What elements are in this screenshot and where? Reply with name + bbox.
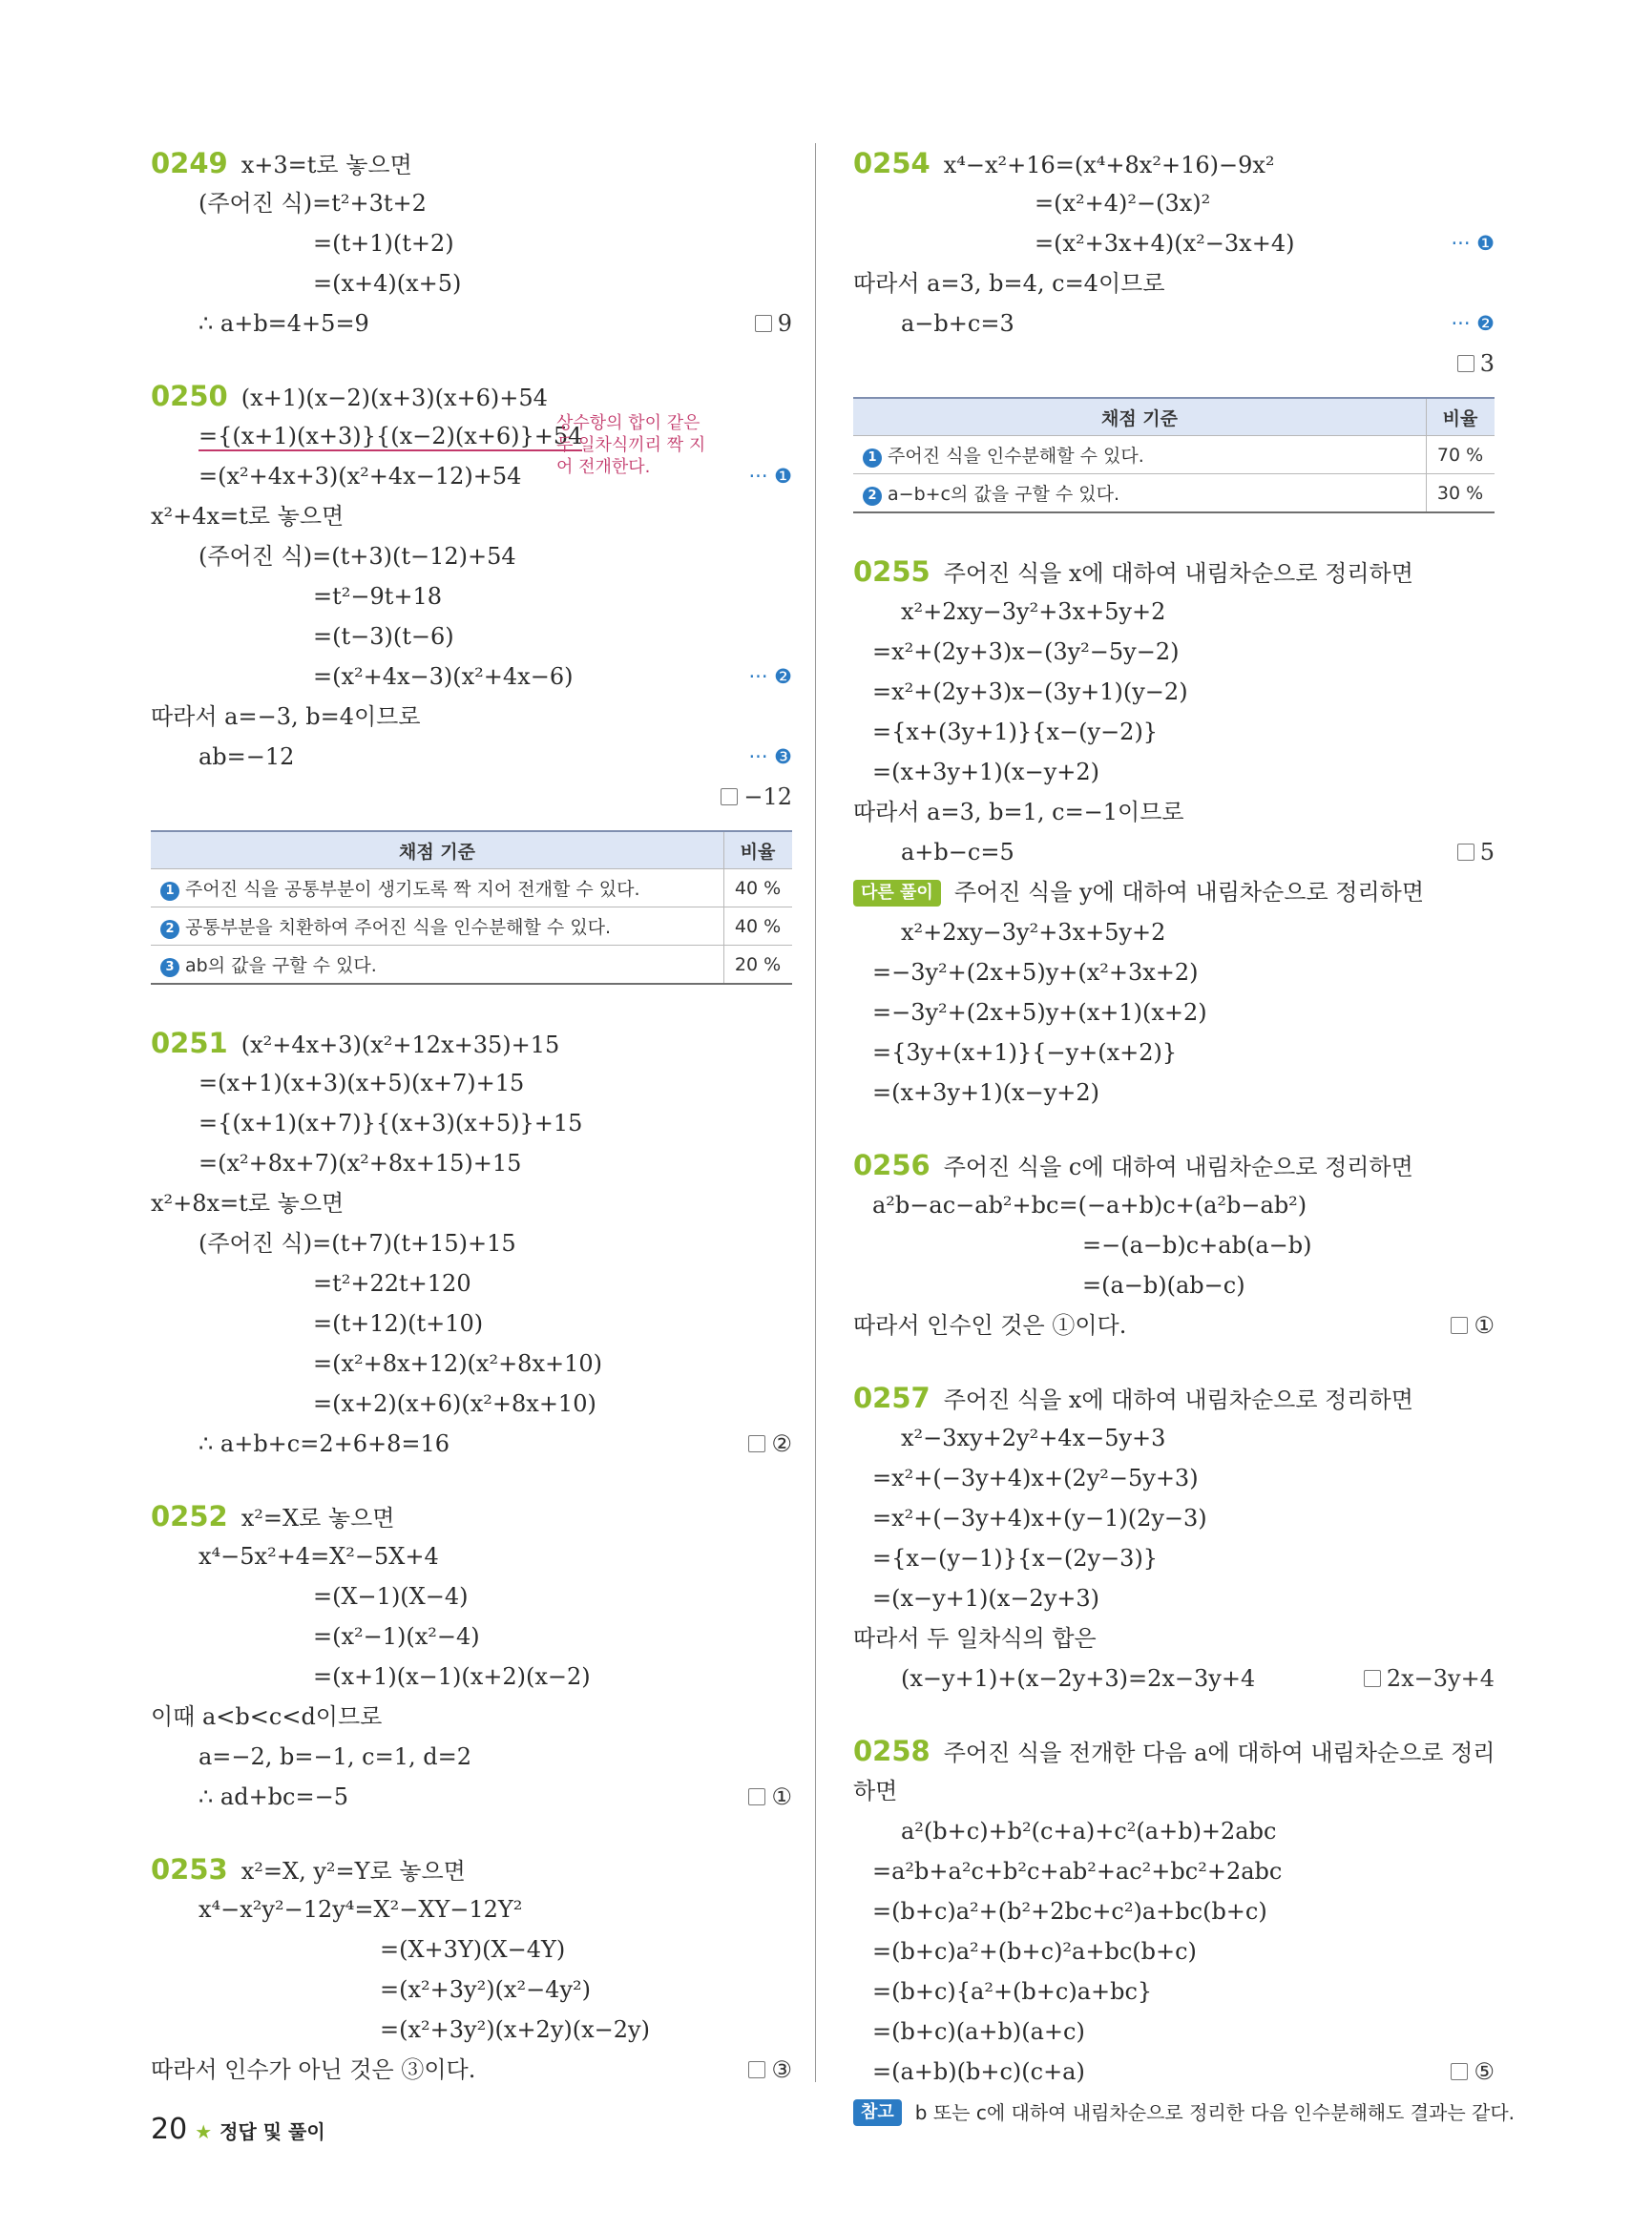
grading-row [151, 907, 792, 946]
criteria-text: a−b+c의 값을 구할 수 있다. [888, 484, 1120, 505]
solution-line [151, 223, 792, 263]
math-text: =(x²+4x+3)(x²+4x−12)+54 [199, 463, 522, 490]
right-column [853, 143, 1516, 2132]
math-text: x+3=t로 놓으면 [240, 152, 412, 178]
solution-line [853, 344, 1495, 384]
solution-line [151, 1263, 792, 1303]
answer-icon [721, 788, 738, 805]
math-text: x²−3xy+2y²+4x−5y+3 [901, 1425, 1166, 1451]
math-text: x²+2xy−3y²+3x+5y+2 [901, 919, 1166, 946]
problem-0252 [151, 1496, 792, 1817]
answer [1457, 832, 1495, 872]
solution-line [853, 1931, 1495, 1971]
step-marker: ··· ❷ [748, 665, 792, 688]
math-text: 따라서 a=3, b=1, c=−1이므로 [853, 799, 1184, 825]
step-marker: ··· ❶ [1451, 232, 1495, 255]
problem-0255 [853, 552, 1495, 1113]
solution-line [151, 263, 792, 303]
math-text: =(x²+4x−3)(x²+4x−6) [313, 663, 574, 690]
solution-line [853, 1891, 1495, 1931]
math-text: 따라서 인수가 아닌 것은 ③이다. [151, 2056, 476, 2083]
ratio-cell: 40 % [724, 869, 793, 907]
solution-line [853, 1538, 1495, 1578]
math-text: ∴ ad+bc=−5 [199, 1783, 348, 1810]
math-text: (주어진 식)=(t+3)(t−12)+54 [199, 543, 516, 570]
math-text: =−3y²+(2x+5)y+(x²+3x+2) [872, 959, 1199, 986]
math-text: =x²+(−3y+4)x+(y−1)(2y−3) [872, 1505, 1207, 1532]
math-text: ={x−(y−1)}{x−(2y−3)} [872, 1545, 1159, 1572]
step-number-icon: 3 [160, 958, 179, 977]
answer-icon [748, 1435, 765, 1452]
answer [1364, 1658, 1495, 1699]
solution-line [853, 1418, 1495, 1458]
solution-line [853, 303, 1495, 344]
math-text: =(x²+4)²−(3x)² [1035, 190, 1211, 217]
step-marker: ··· ❶ [748, 465, 792, 488]
solution-line [853, 752, 1495, 792]
problem-gap [151, 1817, 792, 1849]
problem-0256 [853, 1145, 1495, 1345]
solution-line [151, 1143, 792, 1183]
solution-line [853, 1032, 1495, 1073]
criteria-cell [853, 436, 1427, 474]
math-text: =(x²−1)(x²−4) [313, 1623, 480, 1650]
answer-icon [748, 2061, 765, 2078]
solution-line [151, 536, 792, 576]
math-text: =(x²+3y²)(x²−4y²) [380, 1976, 591, 2003]
math-text: 이때 a<b<c<d이므로 [151, 1703, 383, 1730]
solution-line [151, 1183, 792, 1223]
solution-line [151, 657, 792, 697]
solution-line [853, 1771, 1495, 1811]
grading-row [853, 436, 1495, 474]
math-text: =(b+c){a²+(b+c)a+bc} [872, 1978, 1153, 2005]
ratio-cell: 20 % [724, 946, 793, 985]
criteria-header: 채점 기준 [853, 398, 1427, 436]
solution-line [853, 1225, 1495, 1265]
math-text: =t²−9t+18 [313, 583, 443, 610]
problem-gap [853, 1699, 1495, 1731]
step-number-icon: 1 [863, 448, 882, 468]
math-text: =(x+1)(x−1)(x+2)(x−2) [313, 1663, 591, 1690]
answer-icon [1451, 2063, 1468, 2080]
math-text: (x²+4x+3)(x²+12x+35)+15 [240, 1032, 560, 1058]
answer-value: 9 [777, 310, 792, 337]
math-text: =a²b+a²c+b²c+ab²+ac²+bc²+2abc [872, 1858, 1283, 1885]
answer-icon [1457, 844, 1474, 861]
solution-line [853, 183, 1495, 223]
solution-line [853, 912, 1495, 952]
solution-line [853, 1305, 1495, 1345]
solution-line [853, 992, 1495, 1032]
math-text: (주어진 식)=(t+7)(t+15)+15 [199, 1230, 516, 1257]
solution-line [853, 592, 1495, 632]
solution-line [853, 1811, 1495, 1851]
math-text: =(t+12)(t+10) [313, 1310, 484, 1337]
math-text: ab=−12 [199, 743, 295, 770]
math-text: =(x+3y+1)(x−y+2) [872, 1079, 1099, 1106]
solution-line [151, 576, 792, 616]
math-text: ={x+(3y+1)}{x−(y−2)} [872, 719, 1159, 745]
solution-line [151, 456, 792, 496]
step-marker: ··· ❷ [1451, 312, 1495, 335]
answer-value: ① [771, 1783, 792, 1810]
side-note: 상수항의 합이 같은 두 일차식끼리 짝 지어 전개한다. [556, 413, 706, 477]
solution-line [853, 263, 1495, 303]
problem-0254 [853, 143, 1495, 513]
step-number-icon: 1 [160, 882, 179, 901]
answer-value: ② [771, 1430, 792, 1457]
solution-line [151, 1889, 792, 1929]
solution-line [853, 952, 1495, 992]
answer [748, 2050, 792, 2090]
alt-solution-tag: 다른 풀이 [853, 880, 941, 907]
solution-line [853, 1731, 1495, 1771]
problem-number: 0254 [853, 147, 931, 179]
answer [1451, 2052, 1495, 2092]
problem-number: 0255 [853, 555, 931, 588]
math-text: b 또는 c에 대하여 내림차순으로 정리한 다음 인수분해해도 결과는 같다. [914, 2101, 1516, 2124]
answer-value: 3 [1479, 350, 1495, 377]
math-text: x²+4x=t로 놓으면 [151, 503, 345, 530]
solution-line [151, 1737, 792, 1777]
math-text: =(x²+3y²)(x+2y)(x−2y) [380, 2016, 650, 2043]
math-text: (x−y+1)+(x−2y+3)=2x−3y+4 [901, 1665, 1256, 1692]
math-text: ={(x+1)(x+7)}{(x+3)(x+5)}+15 [199, 1110, 583, 1136]
criteria-text: 주어진 식을 인수분해할 수 있다. [888, 446, 1144, 467]
math-text: =(x²+8x+7)(x²+8x+15)+15 [199, 1150, 522, 1177]
grading-row [151, 869, 792, 907]
solution-line [151, 143, 792, 183]
solution-line [151, 1496, 792, 1536]
solution-line [853, 1145, 1495, 1185]
solution-line [853, 2012, 1495, 2052]
problem-number: 0251 [151, 1027, 228, 1059]
column-divider [815, 143, 816, 2082]
math-text: a=−2, b=−1, c=1, d=2 [199, 1743, 471, 1770]
grading-table [853, 397, 1495, 513]
solution-line [151, 1849, 792, 1889]
math-text: x²=X, y²=Y로 놓으면 [240, 1858, 466, 1885]
math-text: 하면 [853, 1778, 898, 1804]
solution-line [853, 1073, 1495, 1113]
solution-line [151, 1063, 792, 1103]
problem-0250 [151, 376, 792, 985]
solution-line [853, 792, 1495, 832]
math-text: =(x+2)(x+6)(x²+8x+10) [313, 1390, 596, 1417]
math-text: =t²+22t+120 [313, 1270, 471, 1297]
math-text: =−3y²+(2x+5)y+(x+1)(x+2) [872, 999, 1207, 1026]
criteria-text: 공통부분을 치환하여 주어진 식을 인수분해할 수 있다. [185, 917, 612, 938]
criteria-cell [151, 869, 724, 907]
solution-line [151, 697, 792, 737]
solution-line [151, 1536, 792, 1576]
solution-line [853, 1378, 1495, 1418]
solution-line [853, 1851, 1495, 1891]
solution-line [151, 1697, 792, 1737]
solution-line [151, 1424, 792, 1464]
solution-line [853, 1185, 1495, 1225]
math-text: a−b+c=3 [901, 310, 1014, 337]
math-text: =(x+1)(x+3)(x+5)(x+7)+15 [199, 1070, 525, 1096]
problem-number: 0253 [151, 1853, 228, 1886]
solution-line [151, 1103, 792, 1143]
problem-number: 0249 [151, 147, 228, 179]
page-footer [151, 2113, 325, 2146]
answer-value: 2x−3y+4 [1386, 1665, 1495, 1692]
math-text: =(t−3)(t−6) [313, 623, 454, 650]
math-text: a²b−ac−ab²+bc=(−a+b)c+(a²b−ab²) [872, 1192, 1307, 1219]
solution-line [151, 616, 792, 657]
problem-gap [853, 1113, 1495, 1145]
answer [748, 1777, 792, 1817]
solution-line [853, 712, 1495, 752]
answer-value: ⑤ [1474, 2058, 1495, 2085]
math-text: =(b+c)a²+(b²+2bc+c²)a+bc(b+c) [872, 1898, 1267, 1925]
solution-line [853, 1971, 1495, 2012]
step-number-icon: 2 [863, 487, 882, 506]
grading-table-header [151, 831, 792, 869]
math-text: =x²+(2y+3)x−(3y²−5y−2) [872, 638, 1180, 665]
math-text: x²=X로 놓으면 [240, 1505, 395, 1532]
math-text: =(a+b)(b+c)(c+a) [872, 2058, 1085, 2085]
solution-line [151, 1223, 792, 1263]
math-text: (x+1)(x−2)(x+3)(x+6)+54 [240, 385, 548, 411]
solution-line [151, 1970, 792, 2010]
grading-table-header [853, 398, 1495, 436]
answer-icon [755, 315, 772, 332]
problem-gap [151, 344, 792, 376]
problem-number: 0258 [853, 1735, 931, 1767]
solution-line [151, 376, 792, 416]
ratio-header: 비율 [1427, 398, 1495, 436]
math-text: ={(x+1)(x+3)}{(x−2)(x+6)}+54 [199, 423, 583, 449]
math-text: =−(a−b)c+ab(a−b) [1082, 1232, 1312, 1259]
math-text: x⁴−x²y²−12y⁴=X²−XY−12Y² [199, 1896, 523, 1923]
criteria-text: 주어진 식을 공통부분이 생기도록 짝 지어 전개할 수 있다. [185, 879, 640, 900]
step-marker: ··· ❸ [748, 745, 792, 768]
problem-0258 [853, 1731, 1516, 2132]
math-text: =(b+c)a²+(b+c)²a+bc(b+c) [872, 1938, 1197, 1965]
step-number-icon: 2 [160, 920, 179, 939]
math-text: ∴ a+b+c=2+6+8=16 [199, 1430, 450, 1457]
answer-value: 5 [1479, 839, 1495, 865]
solution-line [151, 2010, 792, 2050]
criteria-cell [151, 946, 724, 985]
problem-number: 0250 [151, 380, 228, 412]
answer-value: ③ [771, 2056, 792, 2083]
math-text: a²(b+c)+b²(c+a)+c²(a+b)+2abc [901, 1818, 1277, 1845]
ratio-cell: 40 % [724, 907, 793, 946]
math-text: x²+8x=t로 놓으면 [151, 1190, 345, 1217]
criteria-cell [853, 474, 1427, 513]
math-text: =(x+4)(x+5) [313, 270, 462, 297]
answer [1457, 344, 1495, 384]
answer-icon [748, 1788, 765, 1805]
problem-0249 [151, 143, 792, 344]
math-text: x⁴−x²+16=(x⁴+8x²+16)−9x² [943, 152, 1275, 178]
math-text: 주어진 식을 x에 대하여 내림차순으로 정리하면 [943, 1387, 1413, 1413]
note-tag: 참고 [853, 2099, 902, 2126]
math-text: 주어진 식을 전개한 다음 a에 대하여 내림차순으로 정리 [943, 1740, 1495, 1766]
math-text: =(x²+8x+12)(x²+8x+10) [313, 1350, 602, 1377]
math-text: =(X+3Y)(X−4Y) [380, 1936, 566, 1963]
answer [748, 1424, 792, 1464]
answer [755, 303, 792, 344]
math-text: 따라서 a=3, b=4, c=4이므로 [853, 270, 1165, 297]
math-text: 따라서 a=−3, b=4이므로 [151, 703, 421, 730]
star-icon: ★ [195, 2120, 213, 2143]
solution-line [151, 1576, 792, 1616]
solution-line [853, 1658, 1495, 1699]
solution-line [151, 2050, 792, 2090]
problem-number: 0256 [853, 1149, 931, 1181]
math-text: ={3y+(x+1)}{−y+(x+2)} [872, 1039, 1178, 1066]
solution-line [853, 1578, 1495, 1618]
math-text: =(t+1)(t+2) [313, 230, 454, 257]
math-text: 따라서 두 일차식의 합은 [853, 1625, 1097, 1652]
math-text: =(b+c)(a+b)(a+c) [872, 2018, 1085, 2045]
problem-gap [151, 1464, 792, 1496]
criteria-cell [151, 907, 724, 946]
math-text: =(X−1)(X−4) [313, 1583, 469, 1610]
math-text: =(x²+3x+4)(x²−3x+4) [1035, 230, 1295, 257]
solution-line [151, 1303, 792, 1344]
solution-line [151, 737, 792, 777]
criteria-header: 채점 기준 [151, 831, 724, 869]
solution-line [853, 672, 1495, 712]
solution-line [151, 1777, 792, 1817]
math-text: =x²+(2y+3)x−(3y+1)(y−2) [872, 678, 1188, 705]
math-text: =x²+(−3y+4)x+(2y²−5y+3) [872, 1465, 1199, 1491]
problem-0257 [853, 1378, 1495, 1699]
answer [1451, 1305, 1495, 1345]
answer [721, 777, 792, 817]
solution-line [151, 1023, 792, 1063]
criteria-text: ab의 값을 구할 수 있다. [185, 955, 377, 976]
math-text: 따라서 인수인 것은 ①이다. [853, 1312, 1127, 1339]
page-number: 20 [151, 2113, 188, 2146]
answer-value: −12 [743, 783, 792, 810]
math-text: a+b−c=5 [901, 839, 1014, 865]
solution-line [151, 1929, 792, 1970]
solution-line [853, 223, 1495, 263]
ratio-header: 비율 [724, 831, 793, 869]
math-text: 주어진 식을 c에 대하여 내림차순으로 정리하면 [943, 1154, 1413, 1180]
footer-title: 정답 및 풀이 [220, 2120, 325, 2143]
math-text: 주어진 식을 y에 대하여 내림차순으로 정리하면 [953, 879, 1425, 906]
solution-line [151, 1657, 792, 1697]
math-text: x⁴−5x²+4=X²−5X+4 [199, 1543, 439, 1570]
solution-line [151, 1616, 792, 1657]
math-text: 주어진 식을 x에 대하여 내림차순으로 정리하면 [943, 560, 1413, 587]
solution-line [151, 496, 792, 536]
problem-number: 0252 [151, 1500, 228, 1533]
solution-line [853, 832, 1495, 872]
problem-0253 [151, 1849, 792, 2090]
solution-line [853, 143, 1495, 183]
solution-line [853, 1498, 1495, 1538]
math-text: ∴ a+b=4+5=9 [199, 310, 369, 337]
answer-icon [1457, 355, 1474, 372]
ratio-cell: 30 % [1427, 474, 1495, 513]
math-text: x²+2xy−3y²+3x+5y+2 [901, 598, 1166, 625]
problem-gap [853, 519, 1495, 552]
math-text: =(x−y+1)(x−2y+3) [872, 1585, 1099, 1612]
solution-line [853, 632, 1495, 672]
solution-line [151, 303, 792, 344]
solution-line [151, 183, 792, 223]
problem-gap [151, 990, 792, 1023]
solution-line [853, 2052, 1495, 2092]
solution-line [853, 1265, 1495, 1305]
solution-line [853, 2092, 1516, 2132]
problem-gap [853, 1345, 1495, 1378]
problem-number: 0257 [853, 1382, 931, 1414]
solution-line [151, 777, 792, 817]
solution-line [853, 872, 1495, 912]
problem-0251 [151, 1023, 792, 1464]
answer-value: ① [1474, 1312, 1495, 1339]
answer-icon [1451, 1317, 1468, 1334]
answer-icon [1364, 1670, 1381, 1687]
math-text: (주어진 식)=t²+3t+2 [199, 190, 427, 217]
ratio-cell: 70 % [1427, 436, 1495, 474]
solution-line [151, 1344, 792, 1384]
grading-table [151, 830, 792, 985]
grading-row [853, 474, 1495, 513]
solution-line [853, 1618, 1495, 1658]
solution-line [151, 1384, 792, 1424]
left-column [151, 143, 792, 2090]
solution-line [853, 552, 1495, 592]
math-text: =(x+3y+1)(x−y+2) [872, 759, 1099, 785]
math-text: =(a−b)(ab−c) [1082, 1272, 1245, 1299]
solution-line [853, 1458, 1495, 1498]
grading-row [151, 946, 792, 985]
